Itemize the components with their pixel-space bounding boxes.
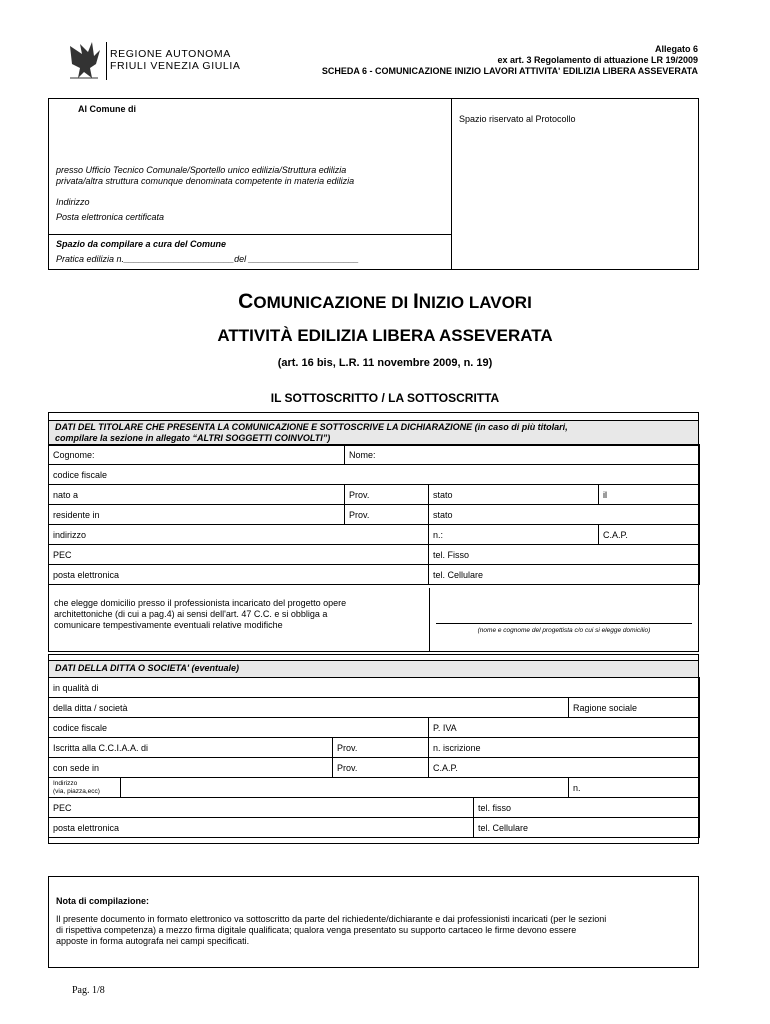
tel-fisso-field[interactable] [429, 545, 700, 565]
ditta-tel-cellulare-label: tel. Cellulare [478, 822, 529, 833]
nome-field[interactable] [345, 445, 700, 465]
ditta-indirizzo-input[interactable] [121, 778, 569, 798]
logo-line-1: REGIONE AUTONOMA [110, 48, 231, 60]
cap-field[interactable] [599, 525, 700, 545]
ditta-indirizzo-sub: (via, piazza,ecc) [53, 787, 100, 795]
cciaa-label: Iscritta alla C.C.I.A.A. di [53, 742, 149, 753]
prov-label-1: Prov. [349, 489, 370, 500]
numero-field[interactable] [429, 525, 599, 545]
codice-fiscale-field[interactable] [49, 465, 700, 485]
nota-line-3: apposte in forma autografa nei campi specificati. [56, 936, 250, 946]
ditta-cap-label: C.A.P. [433, 762, 458, 773]
pratica-edilizia-field[interactable]: Pratica edilizia n.______________________del ______________________ [56, 254, 359, 264]
cognome-label: Cognome: [53, 449, 95, 460]
ditta-codice-fiscale-field[interactable] [49, 718, 429, 738]
ditta-heading [49, 660, 698, 678]
pec-label: Posta elettronica certificata [56, 212, 165, 222]
n-iscrizione-label: n. iscrizione [433, 742, 481, 753]
nota-title: Nota di compilazione: [56, 896, 150, 906]
title-sottoscritto: IL SOTTOSCRITTO / LA SOTTOSCRITTA [270, 391, 500, 405]
titolare-heading-line-1: DATI DEL TITOLARE CHE PRESENTA LA COMUNICAZIONE E SOTTOSCRIVE LA DICHIARAZIONE (in caso di più titolari, [55, 422, 568, 432]
in-qualita-label: in qualità di [53, 682, 99, 693]
stato-field-2[interactable] [429, 505, 700, 525]
pec-field[interactable] [49, 545, 429, 565]
scheda-label: SCHEDA 6 - COMUNICAZIONE INIZIO LAVORI ATTIVITA' EDILIZIA LIBERA ASSEVERATA [321, 66, 698, 76]
allegato-label: Allegato 6 [654, 44, 698, 54]
piva-label: P. IVA [433, 722, 457, 733]
nota-line-2: di rispettiva competenza) a mezzo firma digitale qualificata; qualora venga presentato su supporto cartaceo le firme devono essere [56, 925, 577, 935]
stato-label-2: stato [433, 509, 453, 520]
ditta-prov-field-2[interactable] [333, 758, 429, 778]
prov-label-2: Prov. [349, 509, 370, 520]
ditta-pec-label: PEC [53, 802, 72, 813]
ditta-prov-field-1[interactable] [333, 738, 429, 758]
title-attivita: ATTIVITÀ EDILIZIA LIBERA ASSEVERATA [217, 326, 553, 345]
numero-label: n.: [433, 529, 444, 540]
cciaa-field[interactable] [49, 738, 333, 758]
presso-line-2: privata/altra struttura comunque denominata competente in materia edilizia [56, 176, 355, 186]
codice-fiscale-label: codice fiscale [53, 469, 108, 480]
ditta-cap-field[interactable] [429, 758, 700, 778]
title-cap-i: I [412, 290, 419, 313]
indirizzo-field[interactable] [49, 525, 429, 545]
protocollo-label: Spazio riservato al Protocollo [459, 114, 576, 124]
n-iscrizione-field[interactable] [429, 738, 700, 758]
domicilio-line-2: architettoniche (di cui a pag.4) ai sensi dell'art. 47 C.C. e si obbliga a [54, 609, 328, 619]
title-part-1: OMUNICAZIONE DI [253, 293, 413, 312]
della-ditta-field[interactable] [49, 698, 569, 718]
tel-fisso-label: tel. Fisso [433, 549, 470, 560]
nota-line-1: Il presente documento in formato elettronico va sottoscritto da parte del richiedente/dichiarante e dai professionisti incaricati (per le sezioni [56, 914, 607, 924]
title-articolo: (art. 16 bis, L.R. 11 novembre 2009, n. 19) [277, 357, 493, 369]
ditta-prov-label-1: Prov. [337, 742, 358, 753]
regolamento-label: ex art. 3 Regolamento di attuazione LR 19/2009 [497, 55, 698, 65]
titolare-heading [49, 420, 698, 446]
ditta-numero-label: n. [573, 782, 581, 793]
in-qualita-field[interactable] [49, 678, 700, 698]
ragione-sociale-field[interactable] [569, 698, 700, 718]
al-comune-label: Al Comune di [78, 104, 136, 114]
page-number: Pag. 1/8 [72, 985, 105, 996]
domicilio-cell [49, 588, 430, 651]
ditta-tel-cellulare-field[interactable] [474, 818, 700, 838]
tel-cellulare-field[interactable] [429, 565, 700, 585]
ditta-posta-field[interactable] [49, 818, 474, 838]
residente-in-label: residente in [53, 509, 100, 520]
nato-a-label: nato a [53, 489, 79, 500]
indirizzo-label: indirizzo [53, 529, 87, 540]
ditta-posta-label: posta elettronica [53, 822, 120, 833]
pec-label-titolare: PEC [53, 549, 72, 560]
il-field[interactable] [599, 485, 700, 505]
ditta-heading-text: DATI DELLA DITTA O SOCIETA' (eventuale) [55, 663, 239, 673]
spazio-comune-label: Spazio da compilare a cura del Comune [56, 239, 227, 249]
progettista-note: (nome e cognome del progettista c/o cui si elegge domicilio) [477, 627, 651, 634]
ditta-table [48, 677, 700, 838]
della-ditta-label: della ditta / società [53, 702, 128, 713]
domicilio-line-3: comunicare tempestivamente eventuali relative modifiche [54, 620, 283, 630]
nato-a-field[interactable] [49, 485, 345, 505]
logo-divider [106, 42, 107, 80]
sede-label: con sede in [53, 762, 100, 773]
cap-label: C.A.P. [603, 529, 628, 540]
nome-label: Nome: [349, 449, 376, 460]
ditta-codice-fiscale-label: codice fiscale [53, 722, 108, 733]
piva-field[interactable] [429, 718, 700, 738]
eagle-icon [62, 40, 106, 82]
ditta-numero-field[interactable] [569, 778, 700, 798]
titolare-table [48, 444, 700, 585]
ditta-indirizzo-label: Indirizzo [53, 779, 78, 787]
titolare-heading-line-2: compilare la sezione in allegato “ALTRI SOGGETTI COINVOLTI”) [55, 433, 331, 443]
title-cap-c: C [238, 290, 254, 313]
cognome-field[interactable] [49, 445, 345, 465]
posta-field[interactable] [49, 565, 429, 585]
title-part-2: NIZIO LAVORI [418, 293, 532, 312]
presso-line-1: presso Ufficio Tecnico Comunale/Sportello unico edilizia/Struttura edilizia [56, 165, 347, 175]
il-label: il [603, 489, 607, 500]
prov-field-2[interactable] [345, 505, 429, 525]
sede-field[interactable] [49, 758, 333, 778]
ditta-tel-fisso-field[interactable] [474, 798, 700, 818]
residente-in-field[interactable] [49, 505, 345, 525]
stato-field-1[interactable] [429, 485, 599, 505]
prov-field-1[interactable] [345, 485, 429, 505]
indirizzo-label: Indirizzo [56, 197, 90, 207]
ditta-tel-fisso-label: tel. fisso [478, 802, 512, 813]
posta-label: posta elettronica [53, 569, 120, 580]
ditta-pec-field[interactable] [49, 798, 474, 818]
ditta-prov-label-2: Prov. [337, 762, 358, 773]
ragione-sociale-label: Ragione sociale [573, 702, 638, 713]
comune-hline [48, 234, 452, 235]
logo-line-2: FRIULI VENEZIA GIULIA [110, 60, 241, 72]
title-comunicazione [0, 290, 770, 314]
comune-divider [451, 98, 452, 270]
stato-label-1: stato [433, 489, 453, 500]
progettista-signature-line[interactable] [436, 622, 692, 624]
domicilio-line-1: che elegge domicilio presso il professionista incaricato del progetto opere [54, 598, 347, 608]
ditta-indirizzo-field[interactable] [49, 778, 121, 798]
tel-cellulare-label: tel. Cellulare [433, 569, 484, 580]
logo-text [110, 48, 240, 72]
